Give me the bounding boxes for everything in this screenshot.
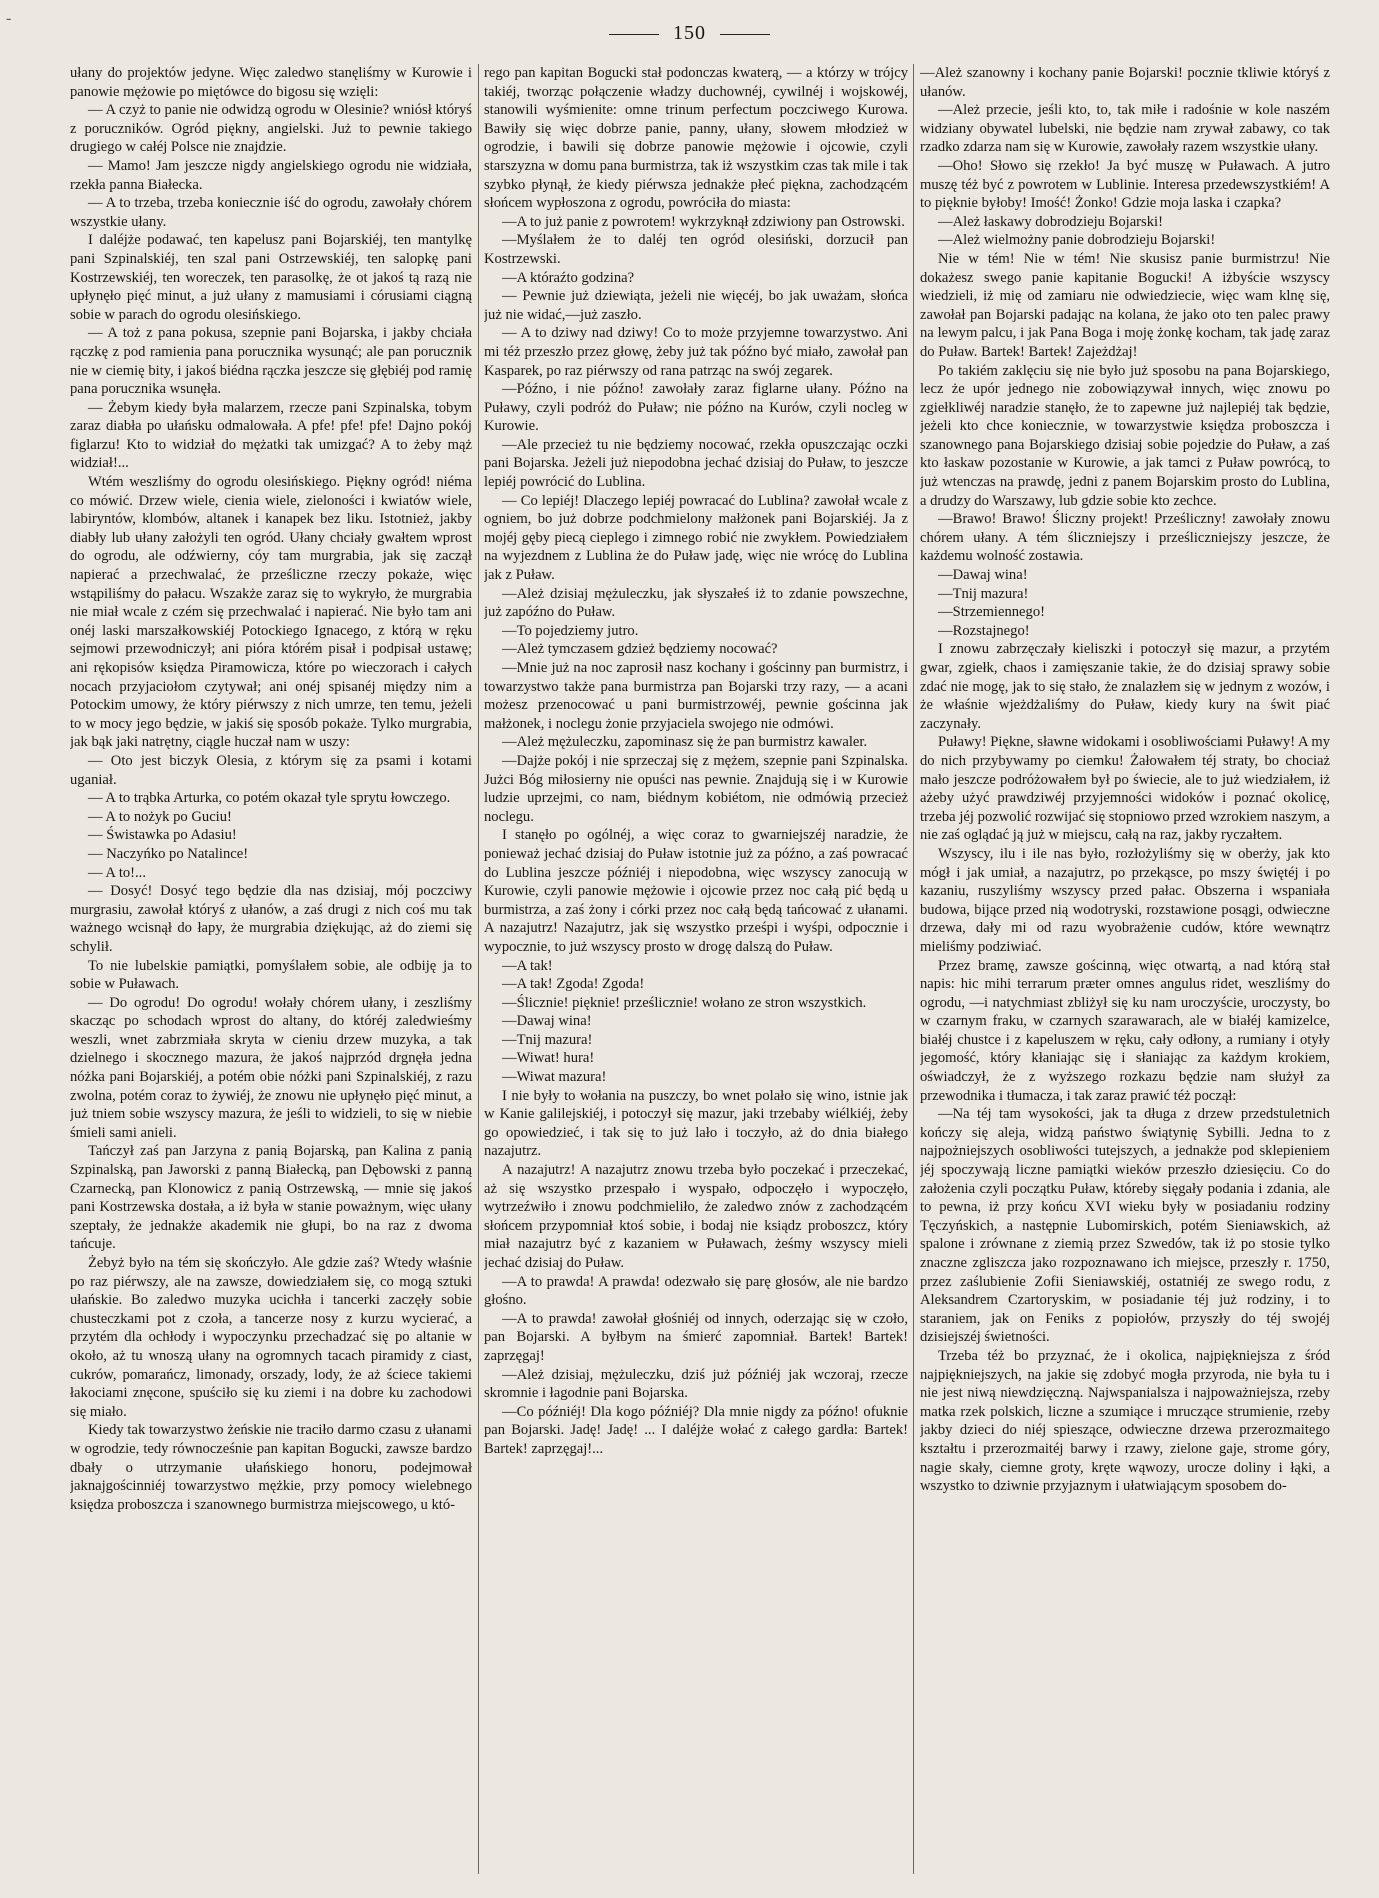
page-number-header xyxy=(0,22,1379,45)
paragraph: — Żebym kiedy była malarzem, rzecze pani Szpinalska, tobym zaraz diabła po ułańsku odmalowała. A pfe! pfe! pfe! Dajno pokój figlarzu! Kto to widział do mężatki tak umizgać? A to żeby mąż widział!... xyxy=(70,399,472,472)
paragraph: — Oto jest biczyk Olesia, z którym się za psami i kotami uganiał. xyxy=(70,752,472,788)
paragraph: —A któraźto godzina? xyxy=(502,269,635,286)
paragraph: —Ależ dzisiaj mężuleczku, jak słyszałeś iż to zdanie powszechne, już zapóźno do Puław. xyxy=(484,585,908,621)
page-number: 150 xyxy=(673,22,706,44)
paragraph: —Ależ szanowny i kochany panie Bojarski! pocznie tkliwie któryś z ułanów. xyxy=(920,65,1330,100)
page-edge-mark: - xyxy=(6,10,12,27)
paragraph: —Dawaj wina! xyxy=(502,1013,592,1030)
right-dash xyxy=(720,34,770,35)
paragraph: —Ślicznie! pięknie! prześlicznie! wołano ze stron wszystkich. xyxy=(502,994,867,1011)
paragraph: —Brawo! Brawo! Śliczny projekt! Prześliczny! zawołały znowu chórem ułany. A tém śliczniejszy i prześliczniejszy jeszcze, że każdemu wolność zostawia. xyxy=(920,511,1330,565)
paragraph: A nazajutrz! A nazajutrz znowu trzeba było poczekać i przeczekać, aż się wszystko przespało i wyspało, odpoczęło i wypoczęło, wytrzeźwiło i znowu podchmieliło, że zaledwo znów z zachodzącém słońcem przypomniał ktoś sobie, i bodaj nie ksiądz proboszcz, który miał nazajutrz być z kazaniem w Puławach, żeśmy wszyscy mieli jechać dzisiaj do Puław. xyxy=(484,1162,908,1271)
paragraph: —A tak! Zgoda! Zgoda! xyxy=(502,976,645,993)
paragraph: Po takiém zaklęciu się nie było już sposobu na pana Bojarskiego, lecz że upór jednego nie zobowiązywał innych, więc znowu po zgiełkliwéj naradzie stanęło, że to zapewne już najlepiéj tak będzie, jeżeli kto chce koniecznie, w towarzystwie księdza proboszcza i szanownego pana Bojarskiego dzisiaj sobie pojedzie do Puław, a zaś kto łaskaw pozostanie w Kurowie, a jak tamci z Puław powrócą, to już wtenczas na prawdę, jedni z panem Bojarskim prosto do Lublina, a drudzy do Warszawy, lub gdzie sobie kto zechce. xyxy=(920,362,1330,509)
paragraph: I nie były to wołania na puszczy, bo wnet polało się wino, istnie jak w Kanie galilejskiéj, i potoczył się mazur, jaki trzebaby wiélkiéj, żeby go opowiedzieć, i tak się to już lało i toczyło, aż do dnia białego nazajutrz. xyxy=(484,1087,908,1160)
text-column-1 xyxy=(70,64,472,1874)
paragraph: To nie lubelskie pamiątki, pomyślałem sobie, ale odbiję ja to sobie w Puławach. xyxy=(70,957,472,993)
paragraph: —A to prawda! A prawda! odezwało się parę głosów, ale nie bardzo głośno. xyxy=(484,1273,908,1309)
paragraph: Tańczył zaś pan Jarzyna z panią Bojarską, pan Kalina z panią Szpinalską, pan Jaworski z panną Białecką, pan Dębowski z panną Czarnecką, pan Klonowicz z panią Ostrzewską, — mnie się jakoś pani Kostrzewska dostała, a iż była w stanie poważnym, więc ułany szeptały, że jednakże akademik nie głupi, bo na raz z dwoma tańcuje. xyxy=(70,1143,472,1253)
paragraph: —Tnij mazura! xyxy=(938,585,1029,602)
paragraph: — Dosyć! Dosyć tego będzie dla nas dzisiaj, mój poczciwy murgrasiu, zawołał któryś z ułanów, a zaś drugi z nich coś mu tak ważnego wcisnął do łapy, że murgrabia dziękując, aż do ziemi się schylił. xyxy=(70,883,472,955)
paragraph: —Późno, i nie późno! zawołały zaraz figlarne ułany. Późno na Puławy, czyli podróż do Puław; nie późno na Kurów, czyli nocleg w Kurowie. xyxy=(484,381,908,435)
paragraph: — A to nożyk po Guciu! xyxy=(88,808,232,825)
paragraph: Przez bramę, zawsze gościnną, więc otwartą, a nad którą stał napis: hic mihi terrarum præter omnes angulus ridet, weszliśmy do ogrodu, —i natychmiast zbliżył się ku nam uroczyście, uroczysty, bo w czarnym fraku, w czarnych szarawarach, ale w białéj kamizelce, białéj chustce i z kapeluszem w ręku, cały odłony, a rumiany i otyły jegomość, który kłaniając się i słaniając za każdym krokiem, oświadczył, że z wyższego rozkazu będzie nam służył za przewodnika i tłumacza, i tak zaraz prawić téż począł: xyxy=(920,957,1330,1104)
paragraph: — A czyż to panie nie odwidzą ogrodu w Olesinie? wniósł któryś z poruczników. Ogród piękny, angielski. Już to pewnie takiego drugiego w całéj Polsce nie znajdzie. xyxy=(70,102,472,156)
text-column-2 xyxy=(484,64,908,1874)
paragraph: I znowu zabrzęczały kieliszki i potoczył się mazur, a przytém gwar, zgiełk, chaos i zamięszanie takie, że do dzisiaj sprawy sobie zdać nie mogę, jak to się stało, że znalazłem się w jednym z wozów, i że właśnie wjeżdżaliśmy do Puław, kiedy kury na świt piać zaczynały. xyxy=(920,641,1330,732)
paragraph: —Ależ tymczasem gdzież będziemy nocować? xyxy=(502,641,778,658)
paragraph: —Ależ łaskawy dobrodzieju Bojarski! xyxy=(938,213,1163,230)
paragraph: — A to trąbka Arturka, co potém okazał tyle sprytu łowczego. xyxy=(88,790,451,807)
paragraph: — A toż z pana pokusa, szepnie pani Bojarska, i jakby chciała rączkę z pod ramienia pana porucznika wysunąć; ale pan porucznik nie w ciemię bity, i jakoś biédna rączka jeszcze się głębiéj pod ramię pana porucznika wsunęła. xyxy=(70,325,472,398)
paragraph: —Co późniéj! Dla kogo późniéj? Dla mnie nigdy za późno! ofuknie pan Bojarski. Jadę! Jadę! ... I daléjże wołać z całego gardła: Bartek! Bartek! zaprzęgaj!... xyxy=(484,1403,908,1457)
paragraph: —Wiwat! hura! xyxy=(502,1050,595,1067)
paragraph: — A to dziwy nad dziwy! Co to może przyjemne towarzystwo. Ani mi téż przeszło przez głowę, żeby już tak późno być miało, zawołał pan Kasparek, po raz piérwszy od rana patrząc na swój zegarek. xyxy=(484,325,908,379)
paragraph: —Rozstajnego! xyxy=(938,622,1030,639)
paragraph: I stanęło po ogólnéj, a więc coraz to gwarniejszéj naradzie, że ponieważ jechać dzisiaj do Puław istotnie już za późno, a zaś powracać do Lublina jeszcze późniéj i niepodobna, więc wszyscy zanocują w Kurowie, czyli panowie mężowie i ojcowie przez noc całą pić będą u burmistrza, a zaś żony i córki przez noc całą będą tańcować z ułanami. A nazajutrz! Nazajutrz, jak się wszystko prześpi i wyśpi, odpocznie i wypocznie, to już wszyscy prosto w drogę dalszą do Puław. xyxy=(484,827,908,955)
paragraph: —Dawaj wina! xyxy=(938,567,1028,584)
paragraph: — Mamo! Jam jeszcze nigdy angielskiego ogrodu nie widziała, rzekła panna Białecka. xyxy=(70,157,472,193)
paragraph: —Strzemiennego! xyxy=(938,604,1045,621)
left-dash xyxy=(609,34,659,35)
paragraph: Trzeba téż bo przyznać, że i okolica, najpiękniejsza z śród najpiękniejszych, na jakie się zdobyć mogła przyroda, nie była tu i nie jest niwą niewdzięczną. Najwspanialsza i najpoważniejsza, rzeby matka rzek polskich, liczne a szumiące i mruczące strumienie, rzeby jakby dzieci do niéj spieszące, odwieczne drzewa przerozmaitego kształtu i przerozmaitéj barwy i rzawy, zielone gaje, strome góry, nagie skały, ciemne groty, kręte wąwozy, urocze doliny i łąki, a wszystko to dziwnie przyjaznym i ułatwiającym sposobem do- xyxy=(920,1347,1330,1495)
paragraph: —Na téj tam wysokości, jak ta długa z drzew przedstuletnich kończy się aleja, widzą państwo świątynię Sybilli. Jedna to z najpożniejszych osobliwości tutejszych, a jednakże pod sklepieniem jéj spoczywają liczne pamiątki wieków przeszło dziesięciu. Co do założenia czyli początku Puław, któreby sięgały podania i zdania, ale to pewna, iż przy końcu XVI wieku były w posiadaniu rodziny Tęczyńskich, a następnie Lubomirskich, potém Sieniawskich, aż spalone i zrównane z ziemią przez Szwedów, tak iż po stosie tylko znaczne zgliszcza jako rozpoznawano ich miejsce, przeszły r. 1750, przez zaślubienie Zofii Sieniawskiéj, ostatniéj ze swego rodu, z Aleksandrem Czartoryskim, w posiadanie téj już rodziny, i to staraniem, jak on Feniks z popiołów, przyszły do téj swojéj dzisiejszéj świetności. xyxy=(920,1106,1330,1346)
paragraph: —Ależ dzisiaj, mężuleczku, dziś już późniéj jak wczoraj, rzecze skromnie i łagodnie pani Bojarska. xyxy=(484,1366,908,1402)
paragraph: —A tak! xyxy=(502,957,553,974)
column-rule-2 xyxy=(913,64,914,1874)
paragraph: —Ale przecież tu nie będziemy nocować, rzekła opuszczając oczki pani Bojarska. Jeżeli już niepodobna jechać dzisiaj do Puław, to jeszcze lepiéj powrócić do Lublina. xyxy=(484,436,908,491)
paragraph: —Tnij mazura! xyxy=(502,1031,593,1048)
paragraph: rego pan kapitan Bogucki stał podonczas kwaterą, — a którzy w trójcy takiéj, tworząc połączenie władzy duchownéj, cywilnéj i wojskowéj, stanowili wyśmienite: omne trinum perfectum poczciwego Kurowa. Bawiły się więc dobrze panie, panny, ułany, słowem młodzież w ogrodzie, i bawili się dobrze panowie mężowie i ojcowie, czyli starszyzna w domu pana burmistrza, tak iż wszystkim czas tak mile i tak szybko płynął, że kiedy piérwsza jednakże płeć piękna, zachodzącém słońcem wypłoszona z ogrodu, powróciła do miasta: xyxy=(484,65,908,212)
paragraph: — Świstawka po Adasiu! xyxy=(88,827,237,844)
column-rule-1 xyxy=(478,64,479,1874)
paragraph: —Ależ wielmożny panie dobrodzieju Bojarski! xyxy=(938,232,1216,249)
paragraph: — A to!... xyxy=(88,864,146,881)
paragraph: Kiedy tak towarzystwo żeńskie nie traciło darmo czasu z ułanami w ogrodzie, tedy równocześnie pan kapitan Bogucki, zawsze bardzo dbały o utrzymanie ułańskiego honoru, podejmował jaknajgościnniéj towarzystwo mężkie, przy pomocy wielebnego księdza proboszcza i szanownego burmistrza miejscowego, u któ- xyxy=(70,1422,472,1513)
paragraph: —Ależ przecie, jeśli kto, to, tak miłe i radośnie w kole naszém widziany obywatel lubelski, nie będzie nam zrywał zabawy, co tak rzadko zdarza nam się w Kurowie, zawołały razem wszystkie ułany. xyxy=(920,102,1330,156)
paragraph: —Oho! Słowo się rzekło! Ja być muszę w Puławach. A jutro muszę téż być z powrotem w Lublinie. Interesa przedewszystkiém! A to pięknie byłoby! Imość! Żonko! Gdzie moja laska i czapka? xyxy=(920,157,1330,212)
paragraph: —Ależ mężuleczku, zapominasz się że pan burmistrz kawaler. xyxy=(502,734,868,751)
paragraph: — Naczyńko po Natalince! xyxy=(88,845,249,862)
paragraph: Puławy! Piękne, sławne widokami i osobliwościami Puławy! A my do nich przybywamy po ciemku! Żałowałem téj straty, bo chociaż mało jeszcze podróżowałem był po świecie, ale to już wiedziałem, iż ażeby użyć prawdziwéj przyjemności widoków i poznać okolicę, trzeba jéj pozwolić rozwijać się stopniowo przed wzrokiem naszym, a nie zaś oglądać ją już w miejscu, całą na raz, jakby ryczałtem. xyxy=(920,734,1330,844)
text-column-3 xyxy=(920,64,1330,1874)
paragraph: Wtém weszliśmy do ogrodu olesińskiego. Piękny ogród! niéma co mówić. Drzew wiele, cienia wiele, zieloności i kwiatów wiele, labiryntów, klombów, altanek i kanapek bez liku. Istotnież, jakby diabły lub ułany założyli ten ogród. Ułany chciały gwałtem wprost do ogrodu, ale odźwierny, cóy tam murgrabia, jak się zaczął napierać a przechwalać, że prześliczne rzeczy pokaże, więc wstąpiliśmy do pałacu. Wszakże zaraz się to wykryło, że murgrabia nie miał wcale z czém się przechwalać i napierać. Nie było tam ani onéj laski marszałkowskiéj Potockiego Ignacego, z którą w ręku sejmowi przewodniczył; ani pióra którém pisał i podpisał ustawę; ani rękopisów księdza Piramowicza, które po wieczorach i całych nocach przyjaciołom czytywał; ani onéj spisanéj między nim a Potockim umowy, że który piérwszy z nich umrze, ten temu, jeżeli to w mocy jego będzie, w jakiś się sposób pokaże. Tylko murgrabia, jak bąk jaki natrętny, ciągle huczał nam w uszy: xyxy=(70,474,472,751)
paragraph: Wszyscy, ilu i ile nas było, rozłożyliśmy się w oberży, jak kto mógł i jak umiał, a nazajutrz, po przekąsce, po mszy świętéj i po kazaniu, ruszyliśmy wszyscy przed pałac. Obszerna i wspaniała budowa, bijące przed nią wodotryski, rozstawione posągi, odwieczne drzewa, dały mi od razu wyobrażenie cudów, które wewnątrz mieliśmy podziwiać. xyxy=(920,845,1330,955)
paragraph: — A to trzeba, trzeba koniecznie iść do ogrodu, zawołały chórem wszystkie ułany. xyxy=(70,195,472,230)
paragraph: I daléjże podawać, ten kapelusz pani Bojarskiéj, ten mantylkę pani Szpinalskiéj, ten szal pani Ostrzewskiéj, ten salopkę pani Kostrzewskiéj, ten woreczek, ten parasolkę, że ot jakoś tą razą nie upłynęło pięć minut, a już ułany z mamusiami i córusiami ciągną sobie w parach do ogrodu olesińskiego. xyxy=(70,232,472,323)
paragraph: Żebyż było na tém się skończyło. Ale gdzie zaś? Wtedy właśnie po raz piérwszy, ale na zawsze, dowiedziałem się, co mogą sztuki ułańskie. Bo zaledwo muzyka ucichła i tancerki zaczęły sobie chusteczkami pot z czoła, a tancerze nosy z kurzu wycierać, a przytém dla ochłody i wypoczynku przechadzać się po altanie w około, aż tu wnoszą ułany na ogromnych tacach piramidy z ciast, cukrów, pomarańcz, limonady, orszady, lody, że aż ściece takiemi łakociami znęcone, spuściło się ku ziemi i na dobre ku zachodowi się miało. xyxy=(70,1255,472,1420)
paragraph: —A to prawda! zawołał głośniéj od innych, oderzając się w czoło, pan Bojarski. A byłbym na śmierć zapomniał. Bartek! Bartek! zaprzęgaj! xyxy=(484,1310,908,1364)
paragraph: — Pewnie już dziewiąta, jeżeli nie więcéj, bo jak uważam, słońca już nie widać,—już zaszło. xyxy=(484,288,908,323)
paragraph: Nie w tém! Nie w tém! Nie skusisz panie burmistrzu! Nie dokażesz swego panie kapitanie Bogucki! A iżbyście wszyscy wiedzieli, iż mię od zamiaru nie odwiedziecie, więc wam klnę się, zawołał pan Bojarski padając na kolana, że jako oto ten palec prawy na lewym palcu, i jak Pana Boga i moję żonkę kocham, tak jadę zaraz do Puław. Bartek! Bartek! Zajeżdżaj! xyxy=(920,250,1330,360)
paragraph: ułany do projektów jedyne. Więc zaledwo stanęliśmy w Kurowie i panowie mężowie po miętówce do bigosu się wzięli: xyxy=(70,65,472,100)
paragraph: —Mnie już na noc zaprosił nasz kochany i gościnny pan burmistrz, i towarzystwo także pana burmistrza pan Bojarski trzy razy, — a acani możesz przenocować u pani burmistrzowéj, pewnie gościnna jak małżonek, i noclegu żonie przyjaciela swojego nie odmówi. xyxy=(484,660,908,732)
paragraph: —To pojedziemy jutro. xyxy=(502,622,639,639)
paragraph: — Do ogrodu! Do ogrodu! wołały chórem ułany, i zeszliśmy skacząc po schodach wprost do altany, do któréj zaledwieśmy weszli, wnet zabrzmiała skryta w cieniu drzew muzyka, a tak dzielnego i skocznego mazura, że jakoś najprzód drgnęła jedna nóżka pani Bojarskiéj, a potém obie nóżki pani Szpinalskiéj, z razu zwolna, potém coraz to żywiéj, że znowu nie upłynęło pięć minut, a już tniem sobie wszyscy mazura, że jeśli to widzieli, to się w niebie śmieli sami anieli. xyxy=(70,994,472,1141)
paragraph: —Wiwat mazura! xyxy=(502,1069,607,1086)
paragraph: —Myślałem że to daléj ten ogród olesiński, dorzucił pan Kostrzewski. xyxy=(484,232,908,267)
paragraph: —A to już panie z powrotem! wykrzyknął zdziwiony pan Ostrowski. xyxy=(502,213,905,230)
paragraph: —Dajże pokój i nie sprzeczaj się z mężem, szepnie pani Szpinalska. Jużci Bóg miłosierny nie opuści nas pewnie. Znajdują się i w Kurowie ludzie uprzejmi, co nam, biédnym kobiétom, nie odmówią przecież noclegu. xyxy=(484,752,908,825)
paragraph: — Co lepiéj! Dlaczego lepiéj powracać do Lublina? zawołał wcale z ogniem, bo już dobrze podchmielony małżonek pani Bojarskiéj. Ja z mojéj gęby piecą cieplego i zimnego robić nie zwykłem. Powiedziałem na wyjezdnem z Lublina że do Puław jadę, więc nie wrócę do Lublina jak z Puław. xyxy=(484,492,908,584)
